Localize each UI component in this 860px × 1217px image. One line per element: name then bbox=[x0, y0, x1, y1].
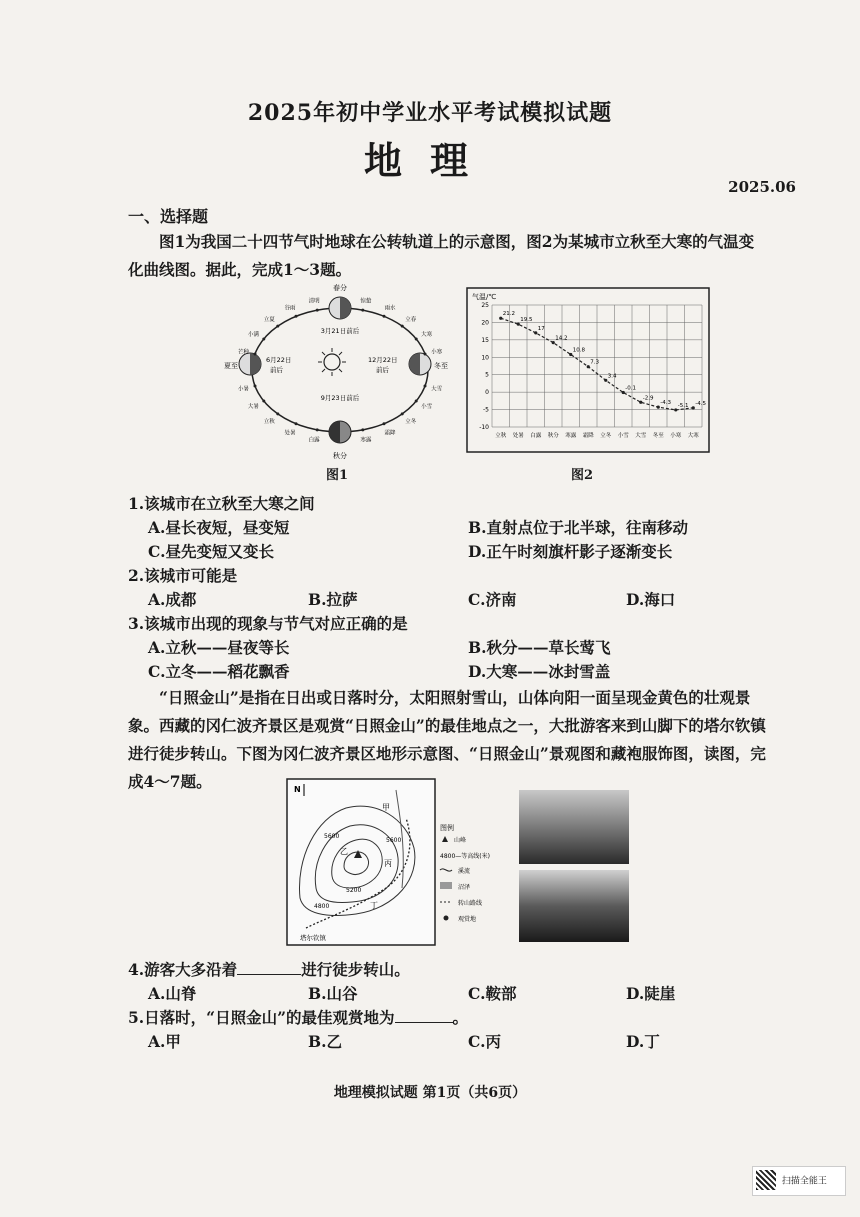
figure-2-temperature-chart bbox=[466, 287, 710, 453]
data-label: 17 bbox=[537, 325, 545, 332]
date-sep23: 9月23日前后 bbox=[320, 394, 360, 402]
term-dot bbox=[316, 428, 319, 431]
map-frame bbox=[287, 779, 435, 945]
q1-option-d: D.正午时刻旗杆影子逐渐变长 bbox=[468, 542, 673, 561]
term-label: 大雪 bbox=[431, 386, 443, 393]
q3-option-a: A.立秋——昼夜等长 bbox=[148, 638, 290, 657]
term-label: 白露 bbox=[308, 437, 320, 444]
q4-option-a: A.山脊 bbox=[148, 984, 197, 1003]
term-dot bbox=[424, 385, 427, 388]
q4-option-c: C.鞍部 bbox=[468, 984, 517, 1003]
date-jun22: 6月22日 bbox=[266, 356, 292, 364]
data-label: 21.2 bbox=[502, 311, 515, 318]
contour-label-1: 5600 bbox=[324, 833, 340, 840]
question-1-stem: 1.该城市在立秋至大寒之间 bbox=[128, 494, 315, 513]
x-tick-label: 霜降 bbox=[582, 433, 594, 439]
term-dot bbox=[276, 412, 279, 415]
tibetan-robe-photo bbox=[519, 870, 629, 942]
q2-option-c: C.济南 bbox=[468, 590, 517, 609]
x-tick-label: 白露 bbox=[530, 433, 542, 439]
legend-stream-icon bbox=[440, 869, 452, 871]
x-tick-label: 立冬 bbox=[600, 433, 612, 439]
term-label: 寒露 bbox=[360, 437, 372, 444]
legend-contour: 4800—等高线(米) bbox=[440, 853, 490, 860]
question-5-stem bbox=[128, 1006, 468, 1028]
sun-icon bbox=[318, 348, 346, 376]
contour-label-4: 5600 bbox=[386, 837, 402, 844]
q1-option-a: A.昼长夜短，昼变短 bbox=[148, 518, 290, 537]
term-label: 清明 bbox=[308, 298, 320, 305]
data-label: -2.9 bbox=[642, 395, 654, 402]
q5-option-a: A.甲 bbox=[148, 1032, 181, 1051]
q5-option-d: D.丁 bbox=[626, 1032, 660, 1051]
q4-answer-blank[interactable] bbox=[237, 960, 301, 975]
y-tick-label: 10 bbox=[481, 354, 489, 362]
legend-title: 图例 bbox=[440, 824, 454, 832]
point-ding: 丁 bbox=[370, 901, 378, 910]
point-bing: 丙 bbox=[384, 859, 392, 868]
data-label: 10.8 bbox=[572, 347, 585, 354]
x-tick-label: 冬至 bbox=[652, 433, 664, 439]
y-tick-label: 5 bbox=[485, 371, 489, 379]
term-dot bbox=[383, 315, 386, 318]
scanner-badge-label: 扫描全能王 bbox=[781, 1176, 827, 1187]
legend-swamp: 沼泽 bbox=[458, 884, 471, 891]
map-legend bbox=[436, 820, 516, 946]
term-dot bbox=[401, 412, 404, 415]
label-winter: 冬至 bbox=[434, 362, 448, 370]
x-tick-label: 寒露 bbox=[565, 433, 577, 439]
figure-1-caption: 图1 bbox=[326, 468, 349, 483]
legend-viewpoint: 观赏地 bbox=[458, 916, 477, 923]
term-label: 处暑 bbox=[284, 430, 296, 437]
term-dot bbox=[262, 400, 265, 403]
x-tick-label: 立秋 bbox=[495, 433, 507, 439]
term-dot bbox=[276, 325, 279, 328]
point-jia: 甲 bbox=[382, 803, 390, 812]
data-label: -0.1 bbox=[625, 385, 636, 392]
data-label: -4.5 bbox=[695, 400, 706, 407]
contour-label-2: 5200 bbox=[346, 887, 362, 894]
golden-mountain-photo bbox=[519, 790, 629, 864]
legend-stream: 溪流 bbox=[458, 868, 471, 875]
term-label: 小暑 bbox=[237, 386, 249, 393]
figure-2-caption: 图2 bbox=[571, 468, 594, 483]
term-dot bbox=[424, 352, 427, 355]
legend-viewpoint-icon bbox=[444, 916, 449, 921]
data-label: 3.4 bbox=[607, 373, 617, 380]
section-heading: 一、选择题 bbox=[128, 207, 209, 226]
q3-option-b: B.秋分——草长莺飞 bbox=[468, 638, 611, 657]
x-tick-label: 秋分 bbox=[547, 433, 559, 439]
term-dot bbox=[401, 325, 404, 328]
kailash-terrain-map bbox=[286, 778, 436, 946]
figure-1-orbit-diagram bbox=[222, 280, 454, 480]
term-dot bbox=[295, 422, 298, 425]
term-label: 立秋 bbox=[263, 418, 275, 425]
legend-swamp-icon bbox=[440, 882, 452, 889]
term-dot bbox=[253, 385, 256, 388]
label-autumn: 秋分 bbox=[333, 452, 347, 460]
earth-winter bbox=[409, 353, 431, 375]
page-footer: 地理模拟试题 第1页（共6页） bbox=[333, 1085, 527, 1101]
date-dec22: 12月22日 bbox=[368, 356, 398, 364]
exam-date: 2025.06 bbox=[728, 178, 796, 196]
term-label: 小寒 bbox=[431, 349, 443, 356]
term-dot bbox=[295, 315, 298, 318]
term-dot bbox=[253, 352, 256, 355]
term-dot bbox=[383, 422, 386, 425]
term-label: 芒种 bbox=[237, 349, 249, 356]
point-yi: 乙 bbox=[340, 847, 348, 856]
date-jun22-after: 前后 bbox=[270, 366, 283, 374]
term-label: 立夏 bbox=[263, 317, 275, 324]
chart-grid bbox=[492, 305, 702, 427]
q2-option-d: D.海口 bbox=[626, 590, 676, 609]
q5-stem-post: 。 bbox=[452, 1008, 469, 1027]
q3-option-d: D.大寒——冰封雪盖 bbox=[468, 662, 611, 681]
q5-option-c: C.丙 bbox=[468, 1032, 501, 1051]
question-4-stem bbox=[128, 958, 410, 980]
term-dot bbox=[262, 338, 265, 341]
term-dot bbox=[316, 309, 319, 312]
term-dot bbox=[415, 400, 418, 403]
q1-option-b: B.直射点位于北半球，往南移动 bbox=[468, 518, 688, 537]
y-tick-label: -10 bbox=[479, 424, 489, 431]
term-dot bbox=[361, 309, 364, 312]
y-tick-label: 20 bbox=[481, 319, 489, 327]
x-tick-labels bbox=[495, 431, 699, 439]
intro-paragraph: 图1为我国二十四节气时地球在公转轨道上的示意图，图2为某城市立秋至大寒的气温变化曲线图。据此，完成1～3题。 bbox=[128, 232, 755, 279]
term-label: 霜降 bbox=[384, 430, 396, 437]
term-label: 小雪 bbox=[421, 404, 433, 410]
legend-route: 转山路线 bbox=[458, 900, 483, 907]
contour-label-3: 4800 bbox=[314, 903, 330, 910]
x-tick-label: 处暑 bbox=[512, 433, 524, 439]
question-2-stem: 2.该城市可能是 bbox=[128, 566, 238, 585]
q5-option-b: B.乙 bbox=[308, 1032, 342, 1051]
x-tick-label: 大寒 bbox=[687, 433, 699, 439]
legend-peak-icon bbox=[442, 836, 448, 842]
town-label: 塔尔钦镇 bbox=[300, 934, 326, 942]
y-tick-labels bbox=[479, 302, 489, 431]
y-tick-label: 0 bbox=[485, 389, 489, 397]
data-label: -5.1 bbox=[677, 402, 689, 409]
north-arrow-label: N bbox=[294, 785, 301, 794]
intro-paragraph-2: “日照金山”是指在日出或日落时分，太阳照射雪山，山体向阳一面呈现金黄色的壮观景象。西藏的冈仁波齐景区是观赏“日照金山”的最佳地点之一，大批游客来到山脚下的塔尔钦镇进行徒步转山。下图为冈仁波齐景区地形示意图、“日照金山”景观图和藏袍服饰图，读图，完成4～7题。 bbox=[128, 688, 766, 791]
term-label: 雨水 bbox=[384, 305, 396, 312]
earth-spring bbox=[329, 297, 351, 319]
term-label: 立冬 bbox=[405, 418, 417, 425]
x-tick-label: 大雪 bbox=[635, 433, 647, 439]
q3-option-c: C.立冬——稻花飘香 bbox=[148, 662, 290, 681]
q4-stem-pre: 4.游客大多沿着 bbox=[128, 960, 238, 979]
data-label: 19.5 bbox=[520, 317, 533, 324]
data-label: 14.2 bbox=[555, 335, 568, 342]
qr-code-icon bbox=[756, 1170, 776, 1190]
label-summer: 夏至 bbox=[224, 362, 238, 370]
data-points bbox=[499, 311, 706, 411]
term-label: 大寒 bbox=[421, 332, 433, 338]
date-mar21: 3月21日前后 bbox=[320, 327, 360, 335]
y-tick-label: -5 bbox=[483, 406, 489, 414]
q4-option-b: B.山谷 bbox=[308, 984, 358, 1003]
exam-title: 2025年初中学业水平考试模拟试题 bbox=[247, 100, 613, 126]
y-tick-label: 15 bbox=[481, 336, 489, 344]
q2-option-b: B.拉萨 bbox=[308, 590, 358, 609]
scanner-badge bbox=[752, 1166, 846, 1196]
data-label: -4.3 bbox=[660, 400, 671, 407]
x-tick-label: 小雪 bbox=[617, 433, 629, 439]
chart-ylabel: 气温/℃ bbox=[472, 293, 497, 301]
term-dot bbox=[415, 338, 418, 341]
earth-summer bbox=[239, 353, 261, 375]
term-label: 小满 bbox=[247, 332, 259, 338]
term-label: 大暑 bbox=[247, 404, 259, 410]
date-dec22-after: 前后 bbox=[376, 366, 389, 374]
q2-option-a: A.成都 bbox=[148, 590, 197, 609]
q5-answer-blank[interactable] bbox=[395, 1008, 453, 1023]
q5-stem-pre: 5.日落时，“日照金山”的最佳观赏地为 bbox=[128, 1008, 395, 1027]
q4-stem-post: 进行徒步转山。 bbox=[301, 960, 410, 979]
q1-option-c: C.昼先变短又变长 bbox=[148, 542, 274, 561]
term-dot bbox=[361, 428, 364, 431]
q4-option-d: D.陡崖 bbox=[626, 984, 676, 1003]
y-tick-label: 25 bbox=[481, 302, 489, 309]
term-label: 立春 bbox=[405, 317, 417, 324]
term-label: 惊蛰 bbox=[360, 298, 372, 305]
subject-title: 地理 bbox=[363, 138, 496, 183]
label-spring: 春分 bbox=[333, 284, 347, 292]
data-label: 7.3 bbox=[590, 359, 599, 366]
earth-autumn bbox=[329, 421, 351, 443]
question-3-stem: 3.该城市出现的现象与节气对应正确的是 bbox=[128, 614, 408, 633]
x-tick-label: 小寒 bbox=[670, 433, 682, 439]
term-label: 谷雨 bbox=[284, 305, 296, 312]
legend-peak: 山峰 bbox=[454, 837, 467, 844]
